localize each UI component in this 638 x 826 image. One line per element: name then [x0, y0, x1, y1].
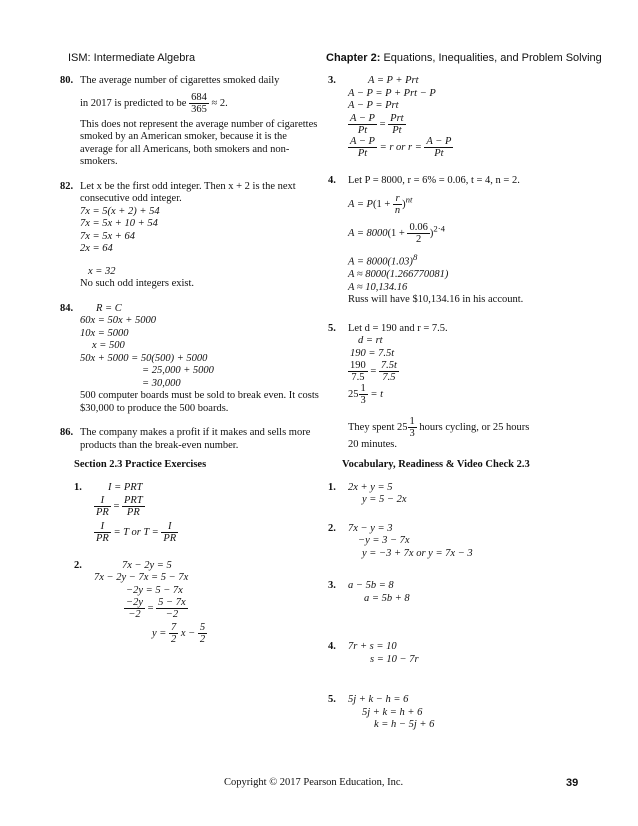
equals-sign: =	[379, 118, 386, 130]
problem-conclusion: 500 computer boards must be sold to break even. It costs $30,000 to produce the 500 boards.	[80, 390, 319, 414]
fraction	[348, 360, 368, 383]
problem-number: 82.	[60, 180, 74, 192]
vocab-1	[328, 481, 598, 507]
problem-82	[60, 180, 320, 291]
fraction-denominator: Pt	[357, 124, 368, 136]
fraction	[379, 360, 399, 383]
problem-number: 86.	[60, 427, 74, 438]
equals-sign: =	[147, 602, 154, 614]
equation-step: 10x = 5000	[80, 327, 129, 339]
text: = T or T =	[113, 526, 159, 538]
fraction-numerator: r	[393, 193, 402, 205]
problem-text: Let d = 190 and r = 7.5.	[348, 322, 448, 334]
problem-number: 84.	[60, 302, 74, 314]
fraction-numerator: A − P	[426, 135, 452, 147]
equation-step: 5j + k = h + 6	[362, 706, 423, 718]
problem-3	[328, 75, 598, 159]
problem-conclusion	[348, 416, 598, 439]
fraction	[407, 222, 429, 245]
fraction-denominator: −2	[128, 609, 141, 620]
equation-step: 7r + s = 10	[348, 641, 397, 652]
equation-step	[94, 495, 320, 518]
paren: )	[429, 227, 434, 239]
fraction-denominator: 365	[191, 103, 207, 115]
header-book-title: ISM: Intermediate Algebra	[68, 52, 196, 64]
fraction	[94, 521, 111, 544]
fraction-denominator: Pt	[357, 147, 368, 159]
equation-step	[348, 136, 598, 159]
fraction	[198, 622, 207, 645]
equation-step: 190 = 7.5t	[350, 347, 395, 359]
problem-conclusion: 20 minutes.	[348, 439, 397, 450]
fraction-numerator: Prt	[390, 112, 404, 124]
equation-step	[348, 383, 598, 406]
text: They spent	[348, 421, 395, 433]
equation-step: 5j + k − h = 6	[348, 694, 409, 705]
equation-step: 7x − y = 3	[348, 522, 393, 534]
fraction-denominator: 2	[171, 634, 177, 645]
fraction	[393, 193, 402, 216]
fraction-denominator: 3	[409, 428, 415, 439]
equation-step: 7x = 5(x + 2) + 54	[80, 205, 160, 217]
equation-step	[94, 521, 320, 544]
fraction-denominator: Pt	[392, 124, 402, 136]
fraction-denominator: −2	[165, 609, 179, 620]
practice-exercise-2	[74, 559, 320, 646]
practice-exercise-1	[74, 482, 320, 544]
fraction	[348, 113, 377, 136]
problem-number: 4.	[328, 174, 336, 186]
text: x −	[180, 627, 196, 639]
equation-step: k = h − 5j + 6	[374, 719, 435, 730]
problem-number: 1.	[328, 481, 336, 493]
vocab-2	[328, 522, 598, 561]
vocab-5	[328, 694, 598, 732]
fraction-denominator: PR	[163, 532, 177, 544]
fraction-denominator: 3	[360, 395, 366, 406]
fraction-numerator: 7	[171, 622, 177, 633]
problem-number: 1.	[74, 482, 82, 493]
fraction	[424, 136, 453, 159]
problem-84	[60, 302, 320, 416]
section-heading: Section 2.3 Practice Exercises	[74, 459, 207, 470]
problem-86	[60, 427, 320, 452]
fraction	[189, 92, 209, 115]
fraction-numerator: I	[94, 521, 111, 533]
fraction-denominator: Pt	[434, 147, 444, 159]
fraction-denominator: 2	[199, 634, 206, 645]
fraction	[156, 597, 188, 620]
fraction	[161, 521, 178, 544]
equation-step: y = 5 − 2x	[362, 494, 407, 505]
problem-conclusion: Russ will have $10,134.16 in his account.	[348, 294, 524, 305]
equation-step: s = 10 − 7r	[370, 653, 419, 665]
equation-step: 7x − 2y − 7x = 5 − 7x	[94, 572, 189, 583]
fraction	[359, 383, 368, 406]
fraction-denominator: PR	[126, 506, 140, 518]
equation-step	[348, 360, 598, 383]
equation-step	[348, 113, 598, 136]
paren: (1 +	[387, 227, 405, 239]
equation-step: R = C	[96, 302, 122, 314]
fraction-numerator: 1	[409, 416, 415, 427]
fraction	[408, 416, 417, 439]
equation-step: 60x = 50x + 5000	[80, 315, 156, 326]
equation-step: A − P = Prt	[348, 100, 399, 111]
fraction	[124, 597, 145, 620]
header-chapter-name: Equations, Inequalities, and Problem Solving	[380, 52, 602, 64]
fraction-denominator: 7.5	[382, 372, 396, 383]
text: A = 8000(1.03)	[348, 256, 413, 268]
equation-step: d = rt	[358, 335, 383, 346]
fraction-denominator: PR	[96, 532, 109, 544]
fraction	[348, 136, 377, 159]
fraction-numerator: PRT	[124, 494, 143, 506]
problem-text: The company makes a profit if it makes and sells more products than the break-even number.	[80, 427, 311, 451]
fraction-numerator: 7.5t	[380, 360, 397, 371]
equation-step	[348, 251, 598, 269]
exponent: nt	[405, 194, 413, 205]
problem-number: 2.	[74, 559, 82, 571]
problem-text: The average number of cigarettes smoked daily	[80, 75, 280, 86]
text: A = 8000	[348, 227, 388, 239]
text: A = P	[348, 198, 373, 210]
equation-step: y = −3 + 7x or y = 7x − 3	[362, 547, 473, 559]
fraction-numerator: I	[94, 495, 111, 507]
equation-step	[348, 222, 598, 245]
fraction	[94, 495, 111, 518]
fraction-denominator: PR	[96, 506, 109, 518]
problem-number: 4.	[328, 641, 336, 652]
equation-step: A = P + Prt	[368, 75, 419, 86]
fraction-numerator: A − P	[350, 135, 375, 147]
equation-step: 7x = 5x + 10 + 54	[80, 218, 158, 229]
text: ≈ 2.	[208, 97, 228, 109]
equation-step: x = 32	[88, 265, 116, 277]
equation-step: 7x = 5x + 64	[80, 230, 135, 242]
fraction-numerator: −2y	[126, 597, 143, 608]
fraction	[388, 113, 405, 136]
equation-step: A ≈ 8000(1.266770081)	[348, 269, 449, 280]
problem-number: 5.	[328, 694, 336, 705]
text: = r or r =	[379, 141, 422, 153]
text: = t	[370, 388, 384, 400]
fraction-numerator: I	[161, 521, 178, 533]
equation-step: 2x + y = 5	[348, 481, 393, 493]
fraction-denominator: 2	[416, 234, 422, 245]
equals-sign: =	[370, 365, 377, 377]
vocab-4	[328, 641, 598, 666]
section-heading: Vocabulary, Readiness & Video Check 2.3	[342, 458, 530, 470]
fraction-denominator: n	[394, 205, 401, 216]
exponent: 8	[412, 252, 418, 262]
header-chapter-title	[326, 52, 602, 64]
text: hours cycling, or 25 hours	[419, 421, 530, 433]
equation-step: = 25,000 + 5000	[142, 365, 214, 376]
equation-step: I = PRT	[108, 482, 143, 493]
problem-line	[80, 92, 320, 115]
text: y =	[152, 627, 167, 639]
right-column	[328, 75, 598, 738]
equation-step: −2y = 5 − 7x	[126, 584, 183, 596]
fraction-numerator: 190	[350, 360, 366, 371]
footer-copyright: Copyright © 2017 Pearson Education, Inc.	[224, 777, 404, 788]
paren: )	[402, 198, 406, 210]
equation-step: a − 5b = 8	[348, 580, 394, 591]
equals-sign: =	[113, 500, 120, 512]
equation-step: 50x + 5000 = 50(500) + 5000	[80, 352, 208, 364]
fraction-numerator: 1	[360, 383, 366, 394]
exponent: 2·4	[433, 223, 446, 234]
equation-step: x = 500	[92, 340, 125, 351]
equation-step: = 30,000	[142, 377, 181, 389]
equation-step: a = 5b + 8	[364, 592, 410, 604]
problem-paragraph: This does not represent the average number of cigarettes smoked by an American smoker, because it is the average for all Americans, both smokers and non-smokers.	[80, 118, 318, 167]
fraction-numerator: 684	[191, 91, 207, 103]
equation-step	[94, 597, 320, 620]
text: in 2017 is predicted to be	[80, 97, 187, 109]
fraction	[122, 495, 145, 518]
paren: (1 +	[372, 198, 391, 210]
equation-step: 2x = 64	[80, 243, 113, 254]
problem-conclusion: No such odd integers exist.	[80, 278, 195, 289]
problem-number: 3.	[328, 75, 336, 86]
problem-text: Let P = 8000, r = 6% = 0.06, t = 4, n = 2.	[348, 174, 520, 186]
equation-step: −y = 3 − 7x	[358, 535, 410, 546]
equation-step	[348, 193, 598, 216]
fraction-denominator: 7.5	[351, 372, 365, 383]
mixed-number-whole: 25	[397, 421, 408, 433]
equation-step: 7x − 2y = 5	[122, 559, 172, 571]
page-number: 39	[566, 777, 579, 789]
problem-4	[328, 174, 598, 307]
fraction-numerator: 5 − 7x	[158, 597, 186, 608]
fraction-numerator: A − P	[350, 112, 375, 124]
problem-5	[328, 322, 598, 452]
fraction-numerator: 0.06	[409, 222, 428, 233]
problem-80	[60, 75, 320, 169]
fraction	[169, 622, 178, 645]
mixed-number-whole: 25	[348, 388, 359, 400]
problem-number: 5.	[328, 322, 336, 334]
problem-number: 80.	[60, 75, 74, 86]
vocab-3	[328, 580, 598, 605]
problem-text: Let x be the first odd integer. Then x + 2 is the next consecutive odd integer.	[80, 180, 296, 204]
problem-number: 2.	[328, 522, 336, 534]
equation-step: A − P = P + Prt − P	[348, 87, 436, 99]
problem-number: 3.	[328, 580, 336, 591]
header-chapter-label: Chapter 2:	[326, 52, 381, 64]
equation-step	[94, 622, 320, 645]
left-column	[60, 75, 320, 651]
equation-step: A ≈ 10,134.16	[348, 281, 408, 293]
fraction-numerator: 5	[199, 622, 206, 633]
